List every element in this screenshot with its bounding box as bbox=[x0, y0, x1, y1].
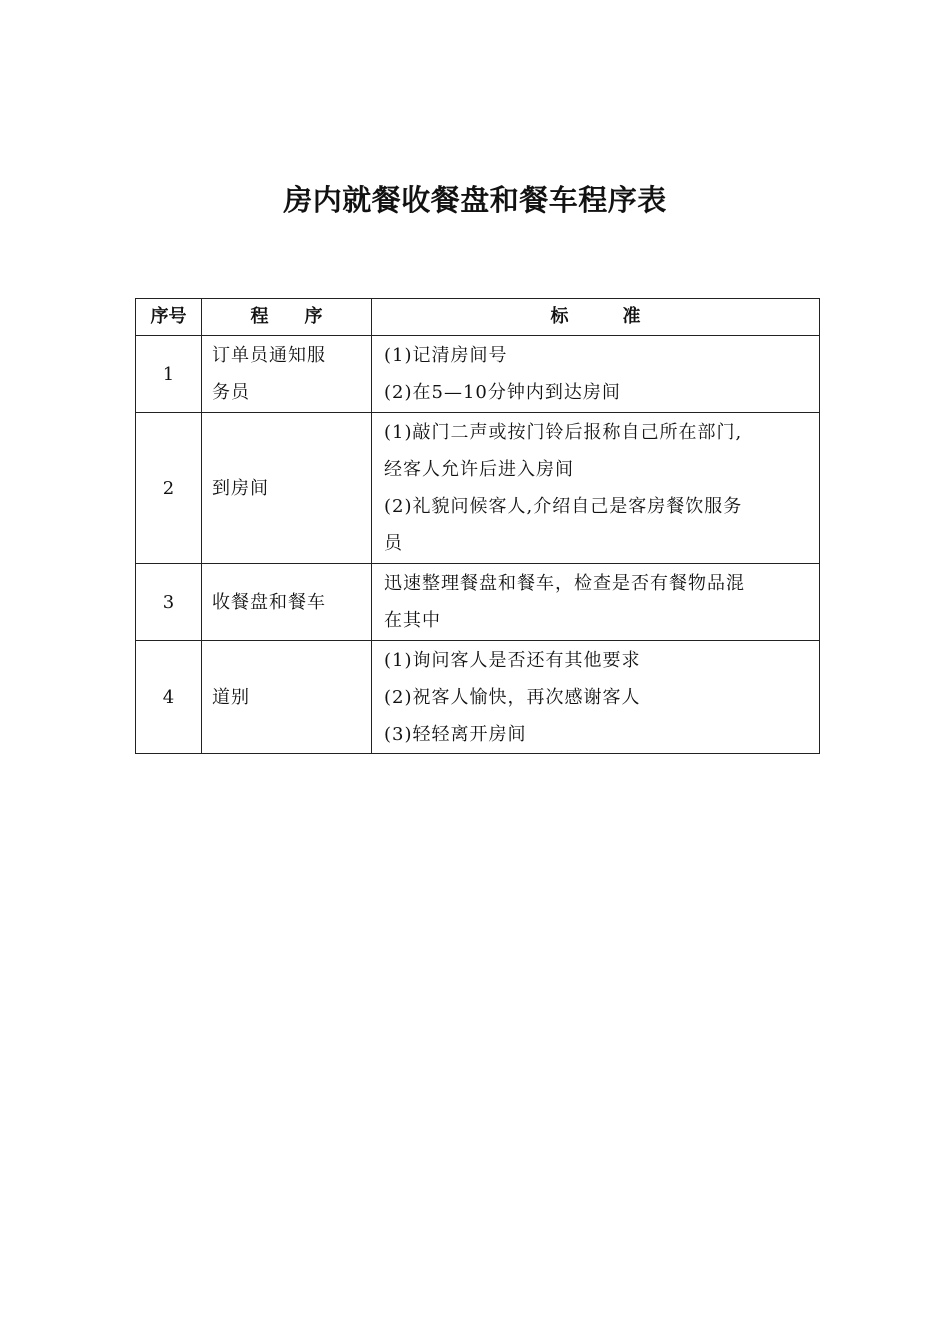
header-standard: 标 准 bbox=[372, 299, 820, 336]
step-line: 务员 bbox=[212, 382, 250, 403]
table-row bbox=[136, 413, 820, 564]
table-row bbox=[136, 336, 820, 413]
standard-cell bbox=[372, 413, 820, 564]
step-cell bbox=[202, 413, 372, 564]
table-header-row bbox=[136, 299, 820, 336]
step-line: 订单员通知服 bbox=[212, 345, 326, 366]
standard-line: 经客人允许后进入房间 bbox=[384, 459, 574, 480]
procedure-table bbox=[135, 298, 820, 754]
step-cell bbox=[202, 564, 372, 641]
standard-line: (2)礼貌问候客人,介绍自己是客房餐饮服务 bbox=[384, 496, 743, 517]
standard-cell bbox=[372, 641, 820, 754]
header-step: 程 序 bbox=[202, 299, 372, 336]
standard-line: (1)敲门二声或按门铃后报称自己所在部门, bbox=[384, 422, 743, 443]
standard-line: (1)记清房间号 bbox=[384, 345, 508, 366]
step-cell bbox=[202, 336, 372, 413]
row-number: 3 bbox=[136, 564, 202, 641]
step-line: 到房间 bbox=[212, 477, 269, 499]
step-cell bbox=[202, 641, 372, 754]
standard-line: (2)祝客人愉快，再次感谢客人 bbox=[384, 686, 641, 708]
standard-line: 在其中 bbox=[384, 610, 441, 631]
standard-line: 员 bbox=[384, 533, 403, 554]
standard-cell bbox=[372, 564, 820, 641]
standard-line: (2)在5—10分钟内到达房间 bbox=[384, 382, 621, 403]
row-number: 2 bbox=[136, 413, 202, 564]
table-row bbox=[136, 564, 820, 641]
table-row bbox=[136, 641, 820, 754]
page-title: 房内就餐收餐盘和餐车程序表 bbox=[283, 183, 667, 217]
standard-cell bbox=[372, 336, 820, 413]
standard-line: (3)轻轻离开房间 bbox=[384, 723, 527, 745]
standard-line: 迅速整理餐盘和餐车，检查是否有餐物品混 bbox=[384, 573, 745, 594]
step-line: 收餐盘和餐车 bbox=[212, 591, 326, 613]
row-number: 4 bbox=[136, 641, 202, 754]
row-number: 1 bbox=[136, 336, 202, 413]
standard-line: (1)询问客人是否还有其他要求 bbox=[384, 649, 641, 671]
step-line: 道别 bbox=[212, 686, 250, 708]
header-no: 序号 bbox=[136, 299, 202, 336]
